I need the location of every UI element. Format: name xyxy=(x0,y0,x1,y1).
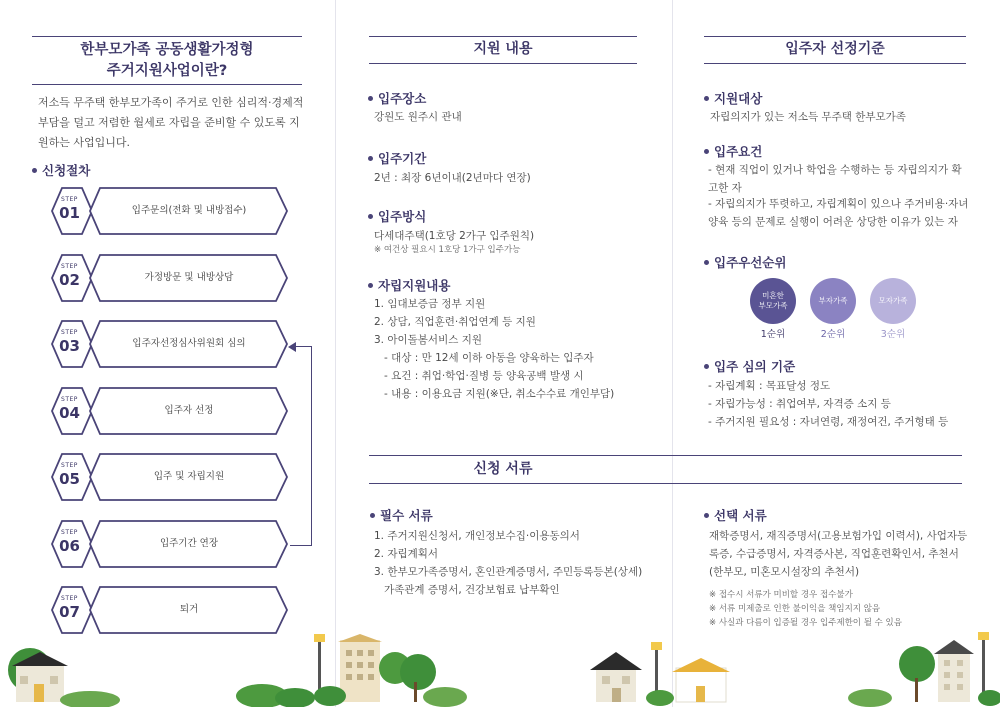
period-heading-text: 입주기간 xyxy=(378,151,427,166)
required-heading-text: 필수 서류 xyxy=(380,508,433,523)
priority-rank-2: 2순위 xyxy=(820,329,846,340)
step-num: 01 xyxy=(59,204,80,222)
step-label: STEP xyxy=(61,329,78,336)
step-label: STEP xyxy=(61,196,78,203)
fold-line-2 xyxy=(672,0,673,707)
bullet-dot-icon xyxy=(704,364,709,369)
place-heading xyxy=(368,89,426,107)
required-item: 1. 주거지원신청서, 개인정보수집·이용동의서 xyxy=(374,530,580,542)
step-label: STEP xyxy=(61,462,78,469)
docs-note: ※ 사실과 다름이 입증될 경우 입주제한이 될 수 있음 xyxy=(709,618,902,628)
review-heading xyxy=(704,357,795,375)
target-text: 자립의지가 있는 저소득 무주택 한부모가족 xyxy=(710,111,906,123)
optional-heading xyxy=(704,506,767,524)
step-item xyxy=(48,585,290,635)
target-heading xyxy=(704,89,762,107)
tree-icon xyxy=(899,646,935,682)
priority-heading xyxy=(704,253,786,271)
method-note: ※ 여건상 필요시 1호당 1가구 입주가능 xyxy=(374,245,521,255)
step-text: 입주자선정심사위원회 심의 xyxy=(132,338,246,349)
step-number xyxy=(48,263,91,289)
step-number xyxy=(48,529,91,555)
req-heading xyxy=(704,142,762,160)
bullet-dot-icon xyxy=(368,214,373,219)
priority-label: 미혼한 xyxy=(762,291,784,300)
req-item: - 자립의지가 뚜렷하고, 자립계획이 있으나 주거비용·자녀양육 등의 문제로 실행이 어려운 상당한 이유가 있는 자 xyxy=(708,198,969,228)
support-heading xyxy=(368,276,450,294)
docs-top-rule xyxy=(369,455,962,456)
step-num: 03 xyxy=(59,337,80,355)
step-text: 입주기간 연장 xyxy=(159,537,219,549)
support-item: 3. 아이돌봄서비스 지원 xyxy=(374,334,482,346)
bullet-dot-icon xyxy=(368,283,373,288)
step-num: 06 xyxy=(59,536,80,555)
period-heading xyxy=(368,149,426,167)
bush-icon xyxy=(978,690,1000,706)
bush-icon xyxy=(646,690,674,706)
priority-circle-2 xyxy=(810,278,856,324)
arrow-left-icon xyxy=(288,342,296,352)
tree-icon xyxy=(400,654,436,690)
panel-title: 입주자 선정기준 xyxy=(785,41,885,57)
support-subitem: - 내용 : 이용요금 지원(※단, 취소수수료 개인부담) xyxy=(384,388,615,400)
req-item: - 현재 직업이 있거나 학업을 수행하는 등 자립의지가 확고한 자 xyxy=(708,164,962,194)
support-subitem: - 대상 : 만 12세 이하 아동을 양육하는 입주자 xyxy=(384,352,594,364)
step-item xyxy=(48,386,290,436)
required-item: 2. 자립계획서 xyxy=(374,548,439,560)
place-text: 강원도 원주시 관내 xyxy=(374,111,462,123)
step-label: STEP xyxy=(61,262,78,270)
method-heading-text: 입주방식 xyxy=(378,209,427,224)
title-bottom-rule xyxy=(704,63,966,64)
intro-text: 저소득 무주택 한부모가족이 주거로 인한 심리적·경제적 부담을 덜고 저렴한 월세로 자립을 준비할 수 있도록 지원하는 사업입니다. xyxy=(38,96,304,149)
procedure-heading-text: 신청절차 xyxy=(42,163,91,178)
town-illustration xyxy=(0,630,1000,707)
docs-title: 신청 서류 xyxy=(473,461,533,477)
docs-notes xyxy=(709,588,902,630)
support-list xyxy=(374,295,614,403)
step-label: STEP xyxy=(61,595,78,602)
panel-title-line1: 한부모가족 공동생활가정형 xyxy=(80,42,254,58)
support-heading-text: 자립지원내용 xyxy=(378,278,451,293)
step-num: 04 xyxy=(59,403,80,422)
step-item xyxy=(48,186,290,236)
support-subitem: - 요건 : 취업·학업·질병 등 양육공백 발생 시 xyxy=(384,370,584,382)
step-num: 05 xyxy=(59,470,80,488)
method-text: 다세대주택(1호당 2가구 입주원칙) xyxy=(374,230,535,242)
step-text: 입주 및 자립지원 xyxy=(153,471,225,482)
step-item xyxy=(48,253,290,303)
bush-icon xyxy=(314,686,346,706)
loop-connector xyxy=(290,346,312,546)
bullet-dot-icon xyxy=(368,156,373,161)
panel-title-line2: 주거지원사업이란? xyxy=(106,63,228,79)
bullet-dot-icon xyxy=(370,513,375,518)
docs-note: ※ 접수시 서류가 미비할 경우 접수불가 xyxy=(709,590,853,600)
req-heading-text: 입주요건 xyxy=(714,144,763,159)
step-label: STEP xyxy=(61,395,78,403)
panel-about xyxy=(0,0,333,707)
bullet-dot-icon xyxy=(704,96,709,101)
priority-circle-1 xyxy=(750,278,796,324)
docs-note: ※ 서류 미제출로 인한 불이익을 책임지지 않음 xyxy=(709,604,881,614)
building-icon xyxy=(938,652,970,702)
bullet-dot-icon xyxy=(32,168,37,173)
priority-rank-1: 1순위 xyxy=(760,329,786,340)
bush-icon xyxy=(848,689,892,707)
bullet-dot-icon xyxy=(704,149,709,154)
required-list xyxy=(374,527,664,599)
step-item xyxy=(48,319,290,369)
priority-heading-text: 입주우선순위 xyxy=(714,255,787,270)
review-item: - 자립계획 : 목표달성 정도 xyxy=(708,380,831,392)
title-bottom-rule xyxy=(369,63,637,64)
title-top-rule xyxy=(704,36,966,37)
bush-icon xyxy=(60,691,120,707)
step-text: 입주문의(전화 및 내방접수) xyxy=(131,205,247,216)
docs-bottom-rule xyxy=(369,483,962,484)
step-num: 07 xyxy=(59,603,80,621)
step-item xyxy=(48,452,290,502)
step-number xyxy=(48,462,91,488)
required-item: 3. 한부모가족증명서, 혼인관계증명서, 주민등록등본(상세) xyxy=(374,566,643,578)
step-text: 퇴거 xyxy=(179,604,199,615)
step-text: 가정방문 및 내방상담 xyxy=(144,271,234,283)
review-item: - 자립가능성 : 취업여부, 자격증 소지 등 xyxy=(708,398,891,410)
step-number xyxy=(48,595,91,621)
priority-circle-3 xyxy=(870,278,916,324)
step-number xyxy=(48,329,91,355)
support-item: 1. 임대보증금 정부 지원 xyxy=(374,298,486,310)
building-icon xyxy=(340,640,380,702)
fold-line-1 xyxy=(335,0,336,707)
priority-label: 부모가족 xyxy=(758,301,788,310)
review-heading-text: 입주 심의 기준 xyxy=(714,359,796,374)
place-heading-text: 입주장소 xyxy=(378,91,427,106)
step-number xyxy=(48,396,91,422)
step-number xyxy=(48,196,91,222)
bush-icon xyxy=(423,687,467,707)
support-item: 2. 상담, 직업훈련·취업연계 등 지원 xyxy=(374,316,536,328)
panel-title xyxy=(32,40,302,82)
step-num: 02 xyxy=(59,270,80,289)
review-item: - 주거지원 필요성 : 자녀연령, 재정여건, 주거형태 등 xyxy=(708,416,949,428)
bullet-dot-icon xyxy=(704,260,709,265)
priority-rank-3: 3순위 xyxy=(880,329,906,340)
title-top-rule xyxy=(32,36,302,37)
target-heading-text: 지원대상 xyxy=(714,91,763,106)
review-list xyxy=(708,377,948,431)
panel-support xyxy=(337,0,670,707)
title-top-rule xyxy=(369,36,637,37)
optional-heading-text: 선택 서류 xyxy=(714,508,767,523)
panel-title: 지원 내용 xyxy=(473,41,533,57)
step-label: STEP xyxy=(61,528,78,536)
step-item xyxy=(48,519,290,569)
bullet-dot-icon xyxy=(368,96,373,101)
period-text: 2년 : 최장 6년이내(2년마다 연장) xyxy=(374,172,531,184)
priority-label: 부자가족 xyxy=(818,296,848,305)
bullet-dot-icon xyxy=(704,513,709,518)
method-heading xyxy=(368,207,426,225)
required-item: 가족관계 증명서, 건강보험료 납부확인 xyxy=(384,584,560,596)
step-text: 입주자 선정 xyxy=(164,404,214,416)
procedure-heading xyxy=(32,161,90,179)
priority-label: 모자가족 xyxy=(878,296,908,305)
required-heading xyxy=(370,506,433,524)
title-bottom-rule xyxy=(32,84,302,85)
optional-text: 재학증명서, 재직증명서(고용보험가입 이력서), 사업자등록증, 수급증명서, 자격증사본, 직업훈련확인서, 추천서(한부모, 미혼모시설장의 추천서) xyxy=(709,530,968,578)
